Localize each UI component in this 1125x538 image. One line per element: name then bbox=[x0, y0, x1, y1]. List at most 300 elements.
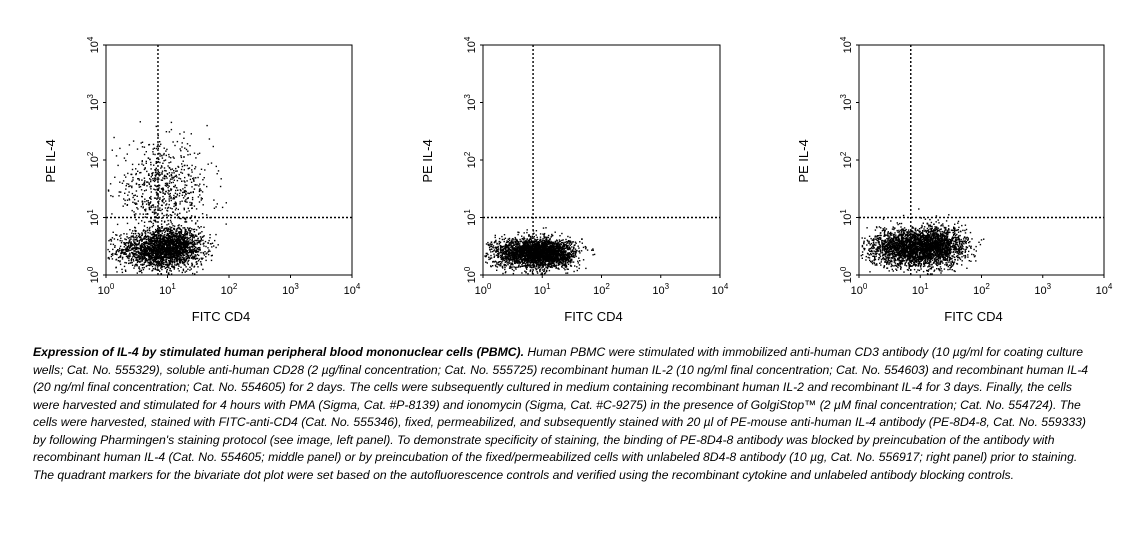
data-point bbox=[128, 258, 129, 259]
data-point bbox=[174, 203, 175, 204]
data-point bbox=[198, 196, 199, 197]
data-point bbox=[191, 236, 192, 237]
data-point bbox=[500, 252, 501, 253]
data-point bbox=[559, 239, 560, 240]
data-point bbox=[161, 224, 162, 225]
data-point bbox=[171, 178, 172, 179]
data-point bbox=[156, 179, 157, 180]
data-point bbox=[169, 247, 170, 248]
data-point bbox=[153, 223, 154, 224]
data-point bbox=[140, 249, 141, 250]
data-point bbox=[488, 257, 489, 258]
data-point bbox=[183, 262, 184, 263]
data-point bbox=[151, 242, 152, 243]
data-point bbox=[194, 205, 195, 206]
data-point bbox=[184, 235, 185, 236]
data-point bbox=[163, 243, 164, 244]
data-point bbox=[154, 238, 155, 239]
data-point bbox=[518, 264, 519, 265]
data-point bbox=[490, 255, 491, 256]
data-point bbox=[155, 267, 156, 268]
data-point bbox=[171, 208, 172, 209]
data-point bbox=[200, 261, 201, 262]
data-point bbox=[170, 157, 171, 158]
data-point bbox=[127, 205, 128, 206]
data-point bbox=[205, 246, 206, 247]
data-point bbox=[149, 268, 150, 269]
data-point bbox=[154, 242, 155, 243]
data-point bbox=[201, 231, 202, 232]
data-point bbox=[181, 169, 182, 170]
data-point bbox=[146, 200, 147, 201]
data-point bbox=[130, 241, 131, 242]
data-point bbox=[170, 230, 171, 231]
data-point bbox=[139, 186, 140, 187]
data-point bbox=[122, 257, 123, 258]
data-point bbox=[196, 262, 197, 263]
data-point bbox=[509, 240, 510, 241]
data-point bbox=[191, 263, 192, 264]
data-point bbox=[153, 180, 154, 181]
data-point bbox=[526, 239, 527, 240]
data-point bbox=[166, 185, 167, 186]
data-point bbox=[174, 213, 175, 214]
data-point bbox=[153, 251, 154, 252]
data-point bbox=[194, 243, 195, 244]
data-point bbox=[175, 230, 176, 231]
data-point bbox=[190, 179, 191, 180]
data-point bbox=[522, 238, 523, 239]
data-point bbox=[206, 214, 207, 215]
data-point bbox=[186, 239, 187, 240]
data-point bbox=[536, 271, 537, 272]
data-point bbox=[146, 151, 147, 152]
data-point bbox=[175, 253, 176, 254]
data-point bbox=[165, 159, 166, 160]
data-point bbox=[182, 251, 183, 252]
data-point bbox=[120, 255, 121, 256]
data-point bbox=[170, 239, 171, 240]
data-point bbox=[151, 256, 152, 257]
data-point bbox=[175, 204, 176, 205]
data-point bbox=[563, 268, 564, 269]
data-point bbox=[189, 230, 190, 231]
data-point bbox=[138, 252, 139, 253]
data-point bbox=[187, 193, 188, 194]
data-point bbox=[196, 240, 197, 241]
data-point bbox=[179, 213, 180, 214]
data-point bbox=[147, 246, 148, 247]
data-point bbox=[168, 253, 169, 254]
data-point bbox=[175, 168, 176, 169]
data-point bbox=[140, 239, 141, 240]
data-point bbox=[146, 253, 147, 254]
data-point bbox=[176, 233, 177, 234]
data-point bbox=[182, 166, 183, 167]
data-point bbox=[118, 195, 119, 196]
data-point bbox=[515, 246, 516, 247]
data-point bbox=[193, 179, 194, 180]
data-point bbox=[212, 243, 213, 244]
data-point bbox=[182, 244, 183, 245]
data-point bbox=[189, 202, 190, 203]
data-point bbox=[168, 190, 169, 191]
data-point bbox=[185, 250, 186, 251]
data-point bbox=[190, 255, 191, 256]
data-point bbox=[163, 240, 164, 241]
data-point bbox=[190, 154, 191, 155]
data-point bbox=[149, 197, 150, 198]
data-point bbox=[191, 203, 192, 204]
data-point bbox=[199, 194, 200, 195]
data-point bbox=[181, 181, 182, 182]
data-point bbox=[163, 160, 164, 161]
data-point bbox=[182, 192, 183, 193]
data-point bbox=[518, 257, 519, 258]
data-point bbox=[184, 255, 185, 256]
data-point bbox=[150, 196, 151, 197]
data-point bbox=[142, 256, 143, 257]
data-point bbox=[504, 269, 505, 270]
data-point bbox=[197, 242, 198, 243]
data-point bbox=[149, 232, 150, 233]
data-point bbox=[177, 166, 178, 167]
data-point bbox=[164, 194, 165, 195]
data-point bbox=[117, 165, 118, 166]
data-point bbox=[204, 169, 205, 170]
data-point bbox=[176, 249, 177, 250]
data-point bbox=[152, 238, 153, 239]
data-point bbox=[495, 235, 496, 236]
data-point bbox=[118, 257, 119, 258]
data-point bbox=[156, 262, 157, 263]
data-point bbox=[162, 157, 163, 158]
data-point bbox=[163, 247, 164, 248]
data-point bbox=[184, 181, 185, 182]
data-point bbox=[152, 263, 153, 264]
data-point bbox=[198, 255, 199, 256]
data-point bbox=[144, 267, 145, 268]
data-point bbox=[148, 175, 149, 176]
data-point bbox=[170, 179, 171, 180]
data-point bbox=[504, 265, 505, 266]
data-point bbox=[486, 255, 487, 256]
data-point bbox=[176, 175, 177, 176]
data-point bbox=[179, 243, 180, 244]
data-point bbox=[493, 247, 494, 248]
data-point bbox=[155, 229, 156, 230]
data-point bbox=[202, 258, 203, 259]
data-point bbox=[500, 261, 501, 262]
data-point bbox=[143, 247, 144, 248]
data-point bbox=[157, 267, 158, 268]
data-point bbox=[165, 150, 166, 151]
data-point bbox=[144, 183, 145, 184]
data-point bbox=[495, 247, 496, 248]
data-point bbox=[182, 247, 183, 248]
data-point bbox=[173, 156, 174, 157]
data-point bbox=[189, 257, 190, 258]
data-point bbox=[199, 184, 200, 185]
data-point bbox=[184, 190, 185, 191]
data-point bbox=[127, 195, 128, 196]
data-point bbox=[147, 247, 148, 248]
data-point bbox=[185, 229, 186, 230]
data-point bbox=[127, 246, 128, 247]
data-point bbox=[162, 180, 163, 181]
data-point bbox=[170, 169, 171, 170]
data-point bbox=[124, 262, 125, 263]
data-point bbox=[168, 228, 169, 229]
data-point bbox=[135, 247, 136, 248]
data-point bbox=[115, 267, 116, 268]
data-point bbox=[169, 233, 170, 234]
data-point bbox=[151, 234, 152, 235]
data-point bbox=[149, 263, 150, 264]
data-point bbox=[183, 248, 184, 249]
data-point bbox=[160, 273, 161, 274]
data-point bbox=[110, 183, 111, 184]
data-point bbox=[159, 228, 160, 229]
data-point bbox=[166, 149, 167, 150]
data-point bbox=[168, 249, 169, 250]
data-point bbox=[132, 169, 133, 170]
data-point bbox=[146, 163, 147, 164]
data-point bbox=[169, 175, 170, 176]
data-point bbox=[164, 232, 165, 233]
data-point bbox=[184, 177, 185, 178]
data-point bbox=[527, 229, 528, 230]
data-point bbox=[172, 168, 173, 169]
data-point bbox=[154, 250, 155, 251]
data-point bbox=[511, 240, 512, 241]
data-point bbox=[132, 252, 133, 253]
data-point bbox=[512, 242, 513, 243]
data-point bbox=[161, 155, 162, 156]
data-point bbox=[185, 266, 186, 267]
data-point bbox=[511, 243, 512, 244]
data-point bbox=[177, 190, 178, 191]
data-point bbox=[144, 154, 145, 155]
data-point bbox=[193, 241, 194, 242]
data-point bbox=[189, 239, 190, 240]
data-point bbox=[166, 242, 167, 243]
data-point bbox=[180, 178, 181, 179]
data-point bbox=[179, 262, 180, 263]
data-point bbox=[505, 238, 506, 239]
data-point bbox=[181, 242, 182, 243]
data-point bbox=[497, 243, 498, 244]
data-point bbox=[177, 194, 178, 195]
data-point bbox=[167, 174, 168, 175]
data-point bbox=[519, 239, 520, 240]
data-point bbox=[152, 270, 153, 271]
data-point bbox=[170, 232, 171, 233]
data-point bbox=[122, 272, 123, 273]
data-point bbox=[209, 237, 210, 238]
data-point bbox=[141, 244, 142, 245]
data-point bbox=[153, 189, 154, 190]
data-point bbox=[135, 237, 136, 238]
data-point bbox=[509, 238, 510, 239]
data-point bbox=[521, 264, 522, 265]
data-point bbox=[195, 222, 196, 223]
data-point bbox=[143, 165, 144, 166]
data-point bbox=[155, 198, 156, 199]
data-point bbox=[153, 268, 154, 269]
data-point bbox=[174, 262, 175, 263]
data-point bbox=[159, 185, 160, 186]
data-point bbox=[161, 239, 162, 240]
data-point bbox=[156, 236, 157, 237]
data-point bbox=[134, 202, 135, 203]
data-point bbox=[208, 251, 209, 252]
data-point bbox=[181, 201, 182, 202]
data-point bbox=[173, 172, 174, 173]
data-point bbox=[162, 261, 163, 262]
data-point bbox=[193, 177, 194, 178]
data-point bbox=[507, 247, 508, 248]
data-point bbox=[492, 251, 493, 252]
data-point bbox=[138, 164, 139, 165]
data-point bbox=[144, 245, 145, 246]
data-point bbox=[114, 245, 115, 246]
data-point bbox=[195, 157, 196, 158]
data-point bbox=[174, 268, 175, 269]
data-point bbox=[145, 247, 146, 248]
data-point bbox=[161, 172, 162, 173]
data-point bbox=[186, 211, 187, 212]
data-point bbox=[131, 233, 132, 234]
data-point bbox=[174, 196, 175, 197]
data-point bbox=[183, 242, 184, 243]
data-point bbox=[154, 213, 155, 214]
data-point bbox=[154, 244, 155, 245]
data-point bbox=[132, 164, 133, 165]
data-point bbox=[169, 249, 170, 250]
data-point bbox=[141, 272, 142, 273]
data-point bbox=[515, 251, 516, 252]
data-point bbox=[173, 206, 174, 207]
data-point bbox=[149, 228, 150, 229]
data-point bbox=[129, 254, 130, 255]
data-point bbox=[111, 240, 112, 241]
data-point bbox=[134, 214, 135, 215]
data-point bbox=[191, 220, 192, 221]
data-point bbox=[194, 168, 195, 169]
data-point bbox=[165, 239, 166, 240]
data-point bbox=[170, 263, 171, 264]
data-point bbox=[162, 177, 163, 178]
data-point bbox=[155, 220, 156, 221]
data-point bbox=[146, 171, 147, 172]
data-point bbox=[548, 235, 549, 236]
data-point bbox=[149, 241, 150, 242]
data-point bbox=[179, 193, 180, 194]
data-point bbox=[123, 233, 124, 234]
data-point bbox=[175, 193, 176, 194]
data-point bbox=[150, 203, 151, 204]
data-point bbox=[142, 204, 143, 205]
data-point bbox=[108, 240, 109, 241]
data-point bbox=[142, 146, 143, 147]
data-point bbox=[113, 244, 114, 245]
data-point bbox=[217, 173, 218, 174]
data-point bbox=[179, 252, 180, 253]
data-point bbox=[160, 267, 161, 268]
data-point bbox=[160, 167, 161, 168]
data-point bbox=[577, 261, 578, 262]
data-point bbox=[117, 224, 118, 225]
data-point bbox=[186, 246, 187, 247]
data-point bbox=[130, 246, 131, 247]
data-point bbox=[137, 148, 138, 149]
data-point bbox=[184, 209, 185, 210]
data-point bbox=[152, 212, 153, 213]
data-point bbox=[171, 189, 172, 190]
data-point bbox=[152, 231, 153, 232]
data-point bbox=[192, 199, 193, 200]
data-point bbox=[189, 228, 190, 229]
data-point bbox=[192, 257, 193, 258]
data-point bbox=[202, 213, 203, 214]
data-point bbox=[162, 201, 163, 202]
data-point bbox=[164, 198, 165, 199]
data-point bbox=[148, 250, 149, 251]
data-point bbox=[591, 250, 592, 251]
data-point bbox=[166, 249, 167, 250]
data-point bbox=[513, 266, 514, 267]
data-point bbox=[193, 266, 194, 267]
data-point bbox=[518, 232, 519, 233]
data-point bbox=[161, 249, 162, 250]
data-point bbox=[144, 242, 145, 243]
data-point bbox=[192, 178, 193, 179]
data-point bbox=[166, 215, 167, 216]
data-point bbox=[156, 230, 157, 231]
data-point bbox=[152, 266, 153, 267]
data-point bbox=[185, 191, 186, 192]
data-point bbox=[161, 261, 162, 262]
data-point bbox=[112, 254, 113, 255]
data-point bbox=[162, 187, 163, 188]
data-point bbox=[183, 239, 184, 240]
data-point bbox=[165, 268, 166, 269]
data-point bbox=[549, 238, 550, 239]
data-point bbox=[178, 232, 179, 233]
data-point bbox=[133, 239, 134, 240]
data-point bbox=[129, 198, 130, 199]
data-point bbox=[154, 258, 155, 259]
x-tick-label: $10^0$ bbox=[97, 282, 115, 297]
data-point bbox=[521, 236, 522, 237]
data-point bbox=[201, 238, 202, 239]
data-point bbox=[172, 253, 173, 254]
data-point bbox=[148, 221, 149, 222]
data-point bbox=[140, 172, 141, 173]
data-point bbox=[497, 249, 498, 250]
data-point bbox=[148, 255, 149, 256]
data-point bbox=[200, 190, 201, 191]
data-point bbox=[517, 234, 518, 235]
data-point bbox=[169, 196, 170, 197]
data-point bbox=[186, 244, 187, 245]
data-point bbox=[167, 264, 168, 265]
data-point bbox=[168, 255, 169, 256]
data-point bbox=[133, 267, 134, 268]
data-point bbox=[188, 197, 189, 198]
data-point bbox=[184, 208, 185, 209]
